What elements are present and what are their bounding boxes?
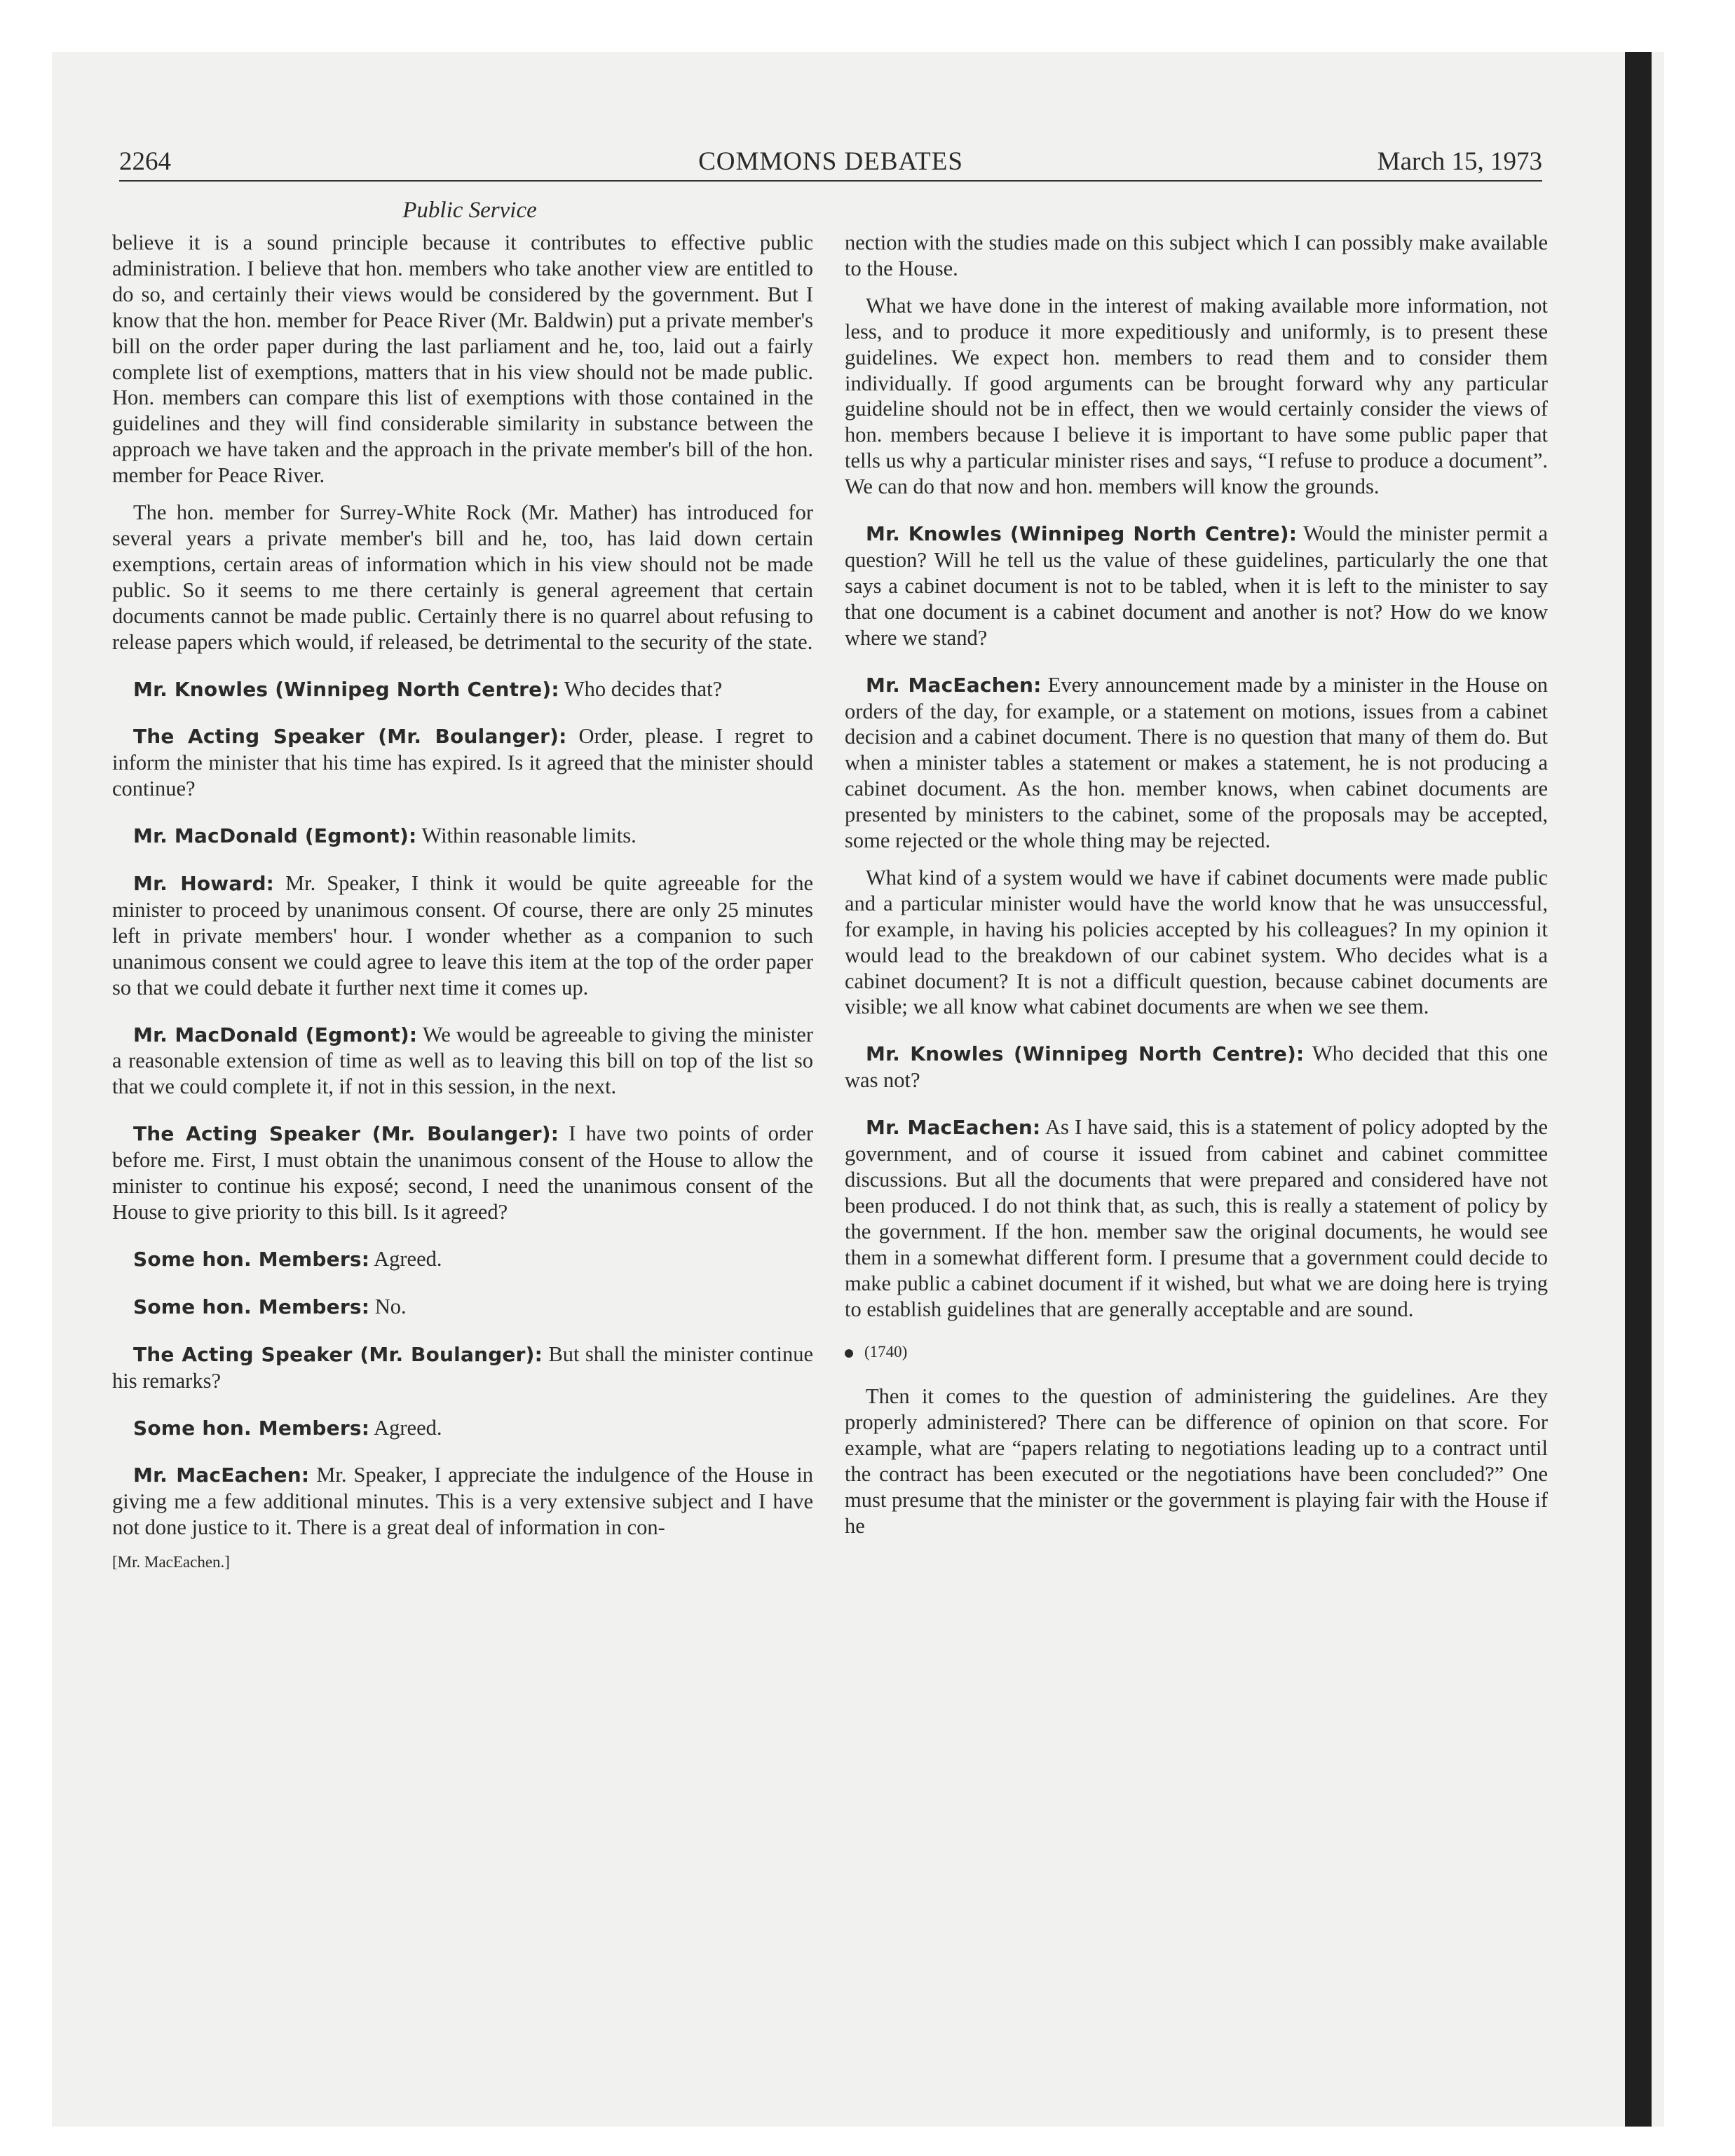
paragraph-text: The hon. member for Surrey-White Rock (Mr. Mather) has introduced for several years a private member's bill and he, too, has laid down certain exemptions, certain areas of information which in his view should not be made public. So it seems to me there certainly is general agreement that certain documents cannot be made public. Certainly there is no quarrel about refusing to release papers which would, if released, be detrimental to the security of the state. — [112, 500, 813, 654]
speech-text: I have two points of order before me. First, I must obtain the unanimous consent of the House to allow the minister to continue his exposé; second, I need the unanimous consent of the House to give priority to this bill. Is it agreed? — [112, 1121, 814, 1224]
speaker-name: Some hon. Members: — [133, 1416, 370, 1440]
paragraph-text: Then it comes to the question of administering the guidelines. Are they properly administered? There can be difference of opinion on that score. For example, what are “papers relating to negotiations leading up to a contract until the contract has been executed or the negotiations have been concluded?” One must presume that the minister or the government is playing fair with the House if he — [845, 1384, 1548, 1538]
paragraph — [112, 500, 813, 655]
speaker-name: Mr. MacDonald (Egmont): — [133, 1023, 418, 1046]
speech-text: Who decided that this one was not? — [845, 1042, 1548, 1093]
speech-paragraph — [845, 1114, 1548, 1322]
speech-text: Mr. Speaker, I think it would be quite agreeable for the minister to proceed by unanimous consent. Of course, there are only 25 minutes left in private members' hour. I wonder whether as a companion to such unanimous consent we could agree to leave this item at the top of the order paper so that we could debate it further next time it comes up. — [112, 871, 814, 999]
speaker-name: Mr. MacEachen: — [866, 1116, 1041, 1140]
speech-paragraph — [112, 1022, 813, 1100]
page-number: 2264 — [119, 147, 171, 176]
speech-paragraph — [112, 1462, 813, 1541]
speaker-name: Mr. Knowles (Winnipeg North Centre): — [133, 677, 559, 701]
speech-text: No. — [374, 1294, 407, 1318]
speech-text: We would be agreeable to giving the minister a reasonable extension of time as well as to leaving this bill on top of the list so that we could complete it, if not in this session, in the next. — [112, 1022, 813, 1099]
speaker-name: Some hon. Members: — [133, 1295, 370, 1318]
speaker-name: The Acting Speaker (Mr. Boulanger): — [133, 725, 567, 749]
speech-text: Order, please. I regret to inform the minister that his time has expired. Is it agreed that the minister should continue? — [112, 724, 814, 801]
speech-paragraph — [112, 723, 813, 802]
speech-text: Within reasonable limits. — [421, 824, 637, 848]
time-marker — [845, 1342, 1548, 1363]
speaker-name: Mr. Knowles (Winnipeg North Centre): — [866, 522, 1298, 546]
speaker-name: Mr. MacEachen: — [866, 673, 1042, 697]
speech-text: Would the minister permit a question? Will he tell us the value of these guidelines, particularly the one that says a cabinet document is not to be tabled, when it is left to the minister to say that one document is a cabinet document and another is not? How do we know where we stand? — [845, 521, 1549, 650]
speaker-name: The Acting Speaker (Mr. Boulanger): — [133, 1342, 543, 1366]
page-header — [119, 144, 1542, 182]
paragraph — [845, 865, 1548, 1020]
paragraph — [112, 230, 813, 489]
paragraph-text: What kind of a system would we have if cabinet documents were made public and a particular minister would have the world know that he was unsuccessful, for example, in having his policies accepted by his colleagues? In my opinion it would lead to the breakdown of our cabinet system. Who decides what is a cabinet document? It is not a difficult question, because cabinet documents are visible; we all know what cabinet documents are when we see them. — [845, 865, 1548, 1019]
section-title: Public Service — [402, 198, 537, 223]
speech-text: Every announcement made by a minister in the House on orders of the day, for example, or a statement on motions, issues from a cabinet decision and a cabinet document. There is no question that many of them do. But when a minister tables a statement or makes a statement, he is not producing a cabinet document. As the hon. member knows, when cabinet documents are presented by ministers to the cabinet, some of the proposals may be accepted, some rejected or the whole thing may be rejected. — [845, 672, 1548, 853]
bullet-dot-icon — [845, 1349, 853, 1358]
paragraph-text: believe it is a sound principle because it contributes to effective public administration. I believe that hon. members who take another view are entitled to do so, and certainly their views would be considered by the government. But I know that the hon. member for Peace River (Mr. Baldwin) put a private member's bill on the order paper during the last parliament and he, too, laid out a fairly complete list of exemptions, matters that in his view should not be made public. Hon. members can compare this list of exemptions with those contained in the guidelines and they will find considerable similarity in substance between the approach we have taken and the approach in the private member's bill of the hon. member for Peace River. — [112, 231, 813, 488]
paragraph-text: What we have done in the interest of making available more information, not less, and to produce it more expeditiously and uniformly, is to present these guidelines. We expect hon. members to read them and to consider them individually. If good arguments can be brought forward why any particular guideline should not be in effect, then we would certainly consider the views of hon. members because I believe it is important to have some public paper that tells us why a particular minister rises and says, “I refuse to produce a document”. We can do that now and hon. members will know the grounds. — [845, 293, 1548, 499]
paragraph — [845, 1384, 1548, 1538]
speech-paragraph — [112, 1246, 813, 1273]
speech-paragraph — [845, 1041, 1548, 1093]
publication-title: COMMONS DEBATES — [698, 147, 963, 176]
speech-paragraph — [112, 1342, 813, 1394]
speech-text: But shall the minister continue his remarks? — [112, 1342, 814, 1393]
speaker-name: Mr. Knowles (Winnipeg North Centre): — [866, 1042, 1305, 1066]
right-column — [845, 230, 1548, 1539]
speech-text: Agreed. — [374, 1246, 442, 1271]
speech-paragraph — [112, 1121, 813, 1225]
speech-paragraph — [845, 521, 1548, 651]
scan-edge-bar — [1625, 52, 1652, 2127]
speech-paragraph — [845, 672, 1548, 854]
speech-text: As I have said, this is a statement of policy adopted by the government, and of course it issued from cabinet and cabinet committee discussions. But all the documents that were prepared and considered have not been produced. I do not think that, as such, this is really a statement of policy by the government. If the hon. member saw the original documents, he would see them in a somewhat different form. I presume that a government could decide to make public a cabinet document if it wished, but what we are doing here is trying to establish guidelines that are generally acceptable and are sound. — [845, 1115, 1548, 1321]
speech-paragraph — [112, 676, 813, 703]
left-column — [112, 230, 813, 1573]
speech-paragraph — [112, 1415, 813, 1442]
paragraph — [845, 293, 1548, 500]
speaker-name: Some hon. Members: — [133, 1247, 370, 1271]
speech-paragraph — [112, 871, 813, 1001]
speaker-attribution: [Mr. MacEachen.] — [112, 1553, 230, 1571]
paragraph — [845, 230, 1548, 282]
paragraph-text: nection with the studies made on this subject which I can possibly make available to the House. — [845, 231, 1548, 280]
speech-text: Who decides that? — [564, 676, 723, 701]
page-date: March 15, 1973 — [1377, 147, 1542, 176]
speaker-name: The Acting Speaker (Mr. Boulanger): — [133, 1122, 559, 1146]
speech-paragraph — [112, 1294, 813, 1321]
time-marker-text: (1740) — [864, 1343, 908, 1361]
speech-text: Mr. Speaker, I appreciate the indulgence of the House in giving me a few additional minutes. This is a very extensive subject and I have not done justice to it. There is a great deal of information in con- — [112, 1463, 814, 1540]
speaker-name: Mr. Howard: — [133, 872, 275, 896]
speaker-name: Mr. MacEachen: — [133, 1464, 310, 1487]
speaker-name: Mr. MacDonald (Egmont): — [133, 824, 417, 848]
speech-paragraph — [112, 823, 813, 850]
speech-text: Agreed. — [374, 1415, 442, 1440]
